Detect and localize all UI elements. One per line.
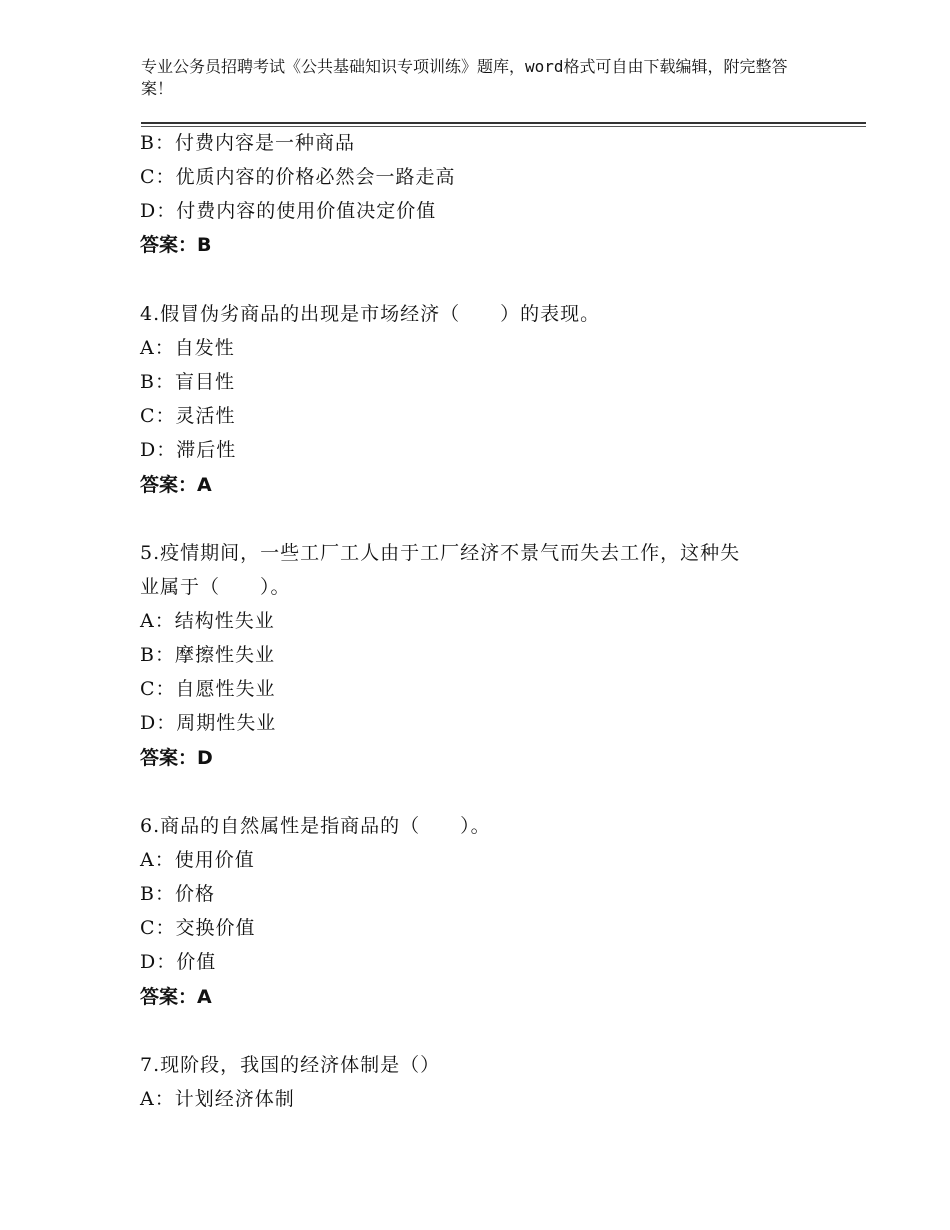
q3-option-d: D：付费内容的使用价值决定价值 xyxy=(140,200,437,222)
q5-question-line1: 5.疫情期间，一些工厂工人由于工厂经济不景气而失去工作，这种失 xyxy=(140,542,741,564)
q5-answer: 答案：D xyxy=(140,747,213,769)
q6-answer: 答案：A xyxy=(140,986,212,1008)
q6-option-d: D：价值 xyxy=(140,951,217,973)
header-divider-thick xyxy=(141,122,866,124)
q5-option-b: B：摩擦性失业 xyxy=(140,644,275,666)
q6-option-a: A：使用价值 xyxy=(140,849,255,871)
q4-question: 4.假冒伪劣商品的出现是市场经济（ ）的表现。 xyxy=(140,303,601,325)
q7-option-a: A：计划经济体制 xyxy=(140,1088,295,1110)
q3-option-b: B：付费内容是一种商品 xyxy=(140,132,355,154)
header-divider-thin xyxy=(141,126,866,127)
q6-option-b: B：价格 xyxy=(140,883,215,905)
q4-option-a: A：自发性 xyxy=(140,337,235,359)
q5-option-d: D：周期性失业 xyxy=(140,712,277,734)
q4-option-c: C：灵活性 xyxy=(140,405,236,427)
q3-option-c: C：优质内容的价格必然会一路走高 xyxy=(140,166,456,188)
q4-option-b: B：盲目性 xyxy=(140,371,235,393)
document-header: 专业公务员招聘考试《公共基础知识专项训练》题库，word格式可自由下载编辑，附完整答案！ xyxy=(141,57,788,98)
q4-option-d: D：滞后性 xyxy=(140,439,237,461)
q6-option-c: C：交换价值 xyxy=(140,917,256,939)
q5-option-a: A：结构性失业 xyxy=(140,610,275,632)
q5-option-c: C：自愿性失业 xyxy=(140,678,276,700)
q6-question: 6.商品的自然属性是指商品的（ ）。 xyxy=(140,815,491,837)
q7-question: 7.现阶段，我国的经济体制是（） xyxy=(140,1054,441,1076)
q4-answer: 答案：A xyxy=(140,474,212,496)
q5-question-line2: 业属于（ ）。 xyxy=(140,576,291,598)
q3-answer: 答案：B xyxy=(140,234,212,256)
